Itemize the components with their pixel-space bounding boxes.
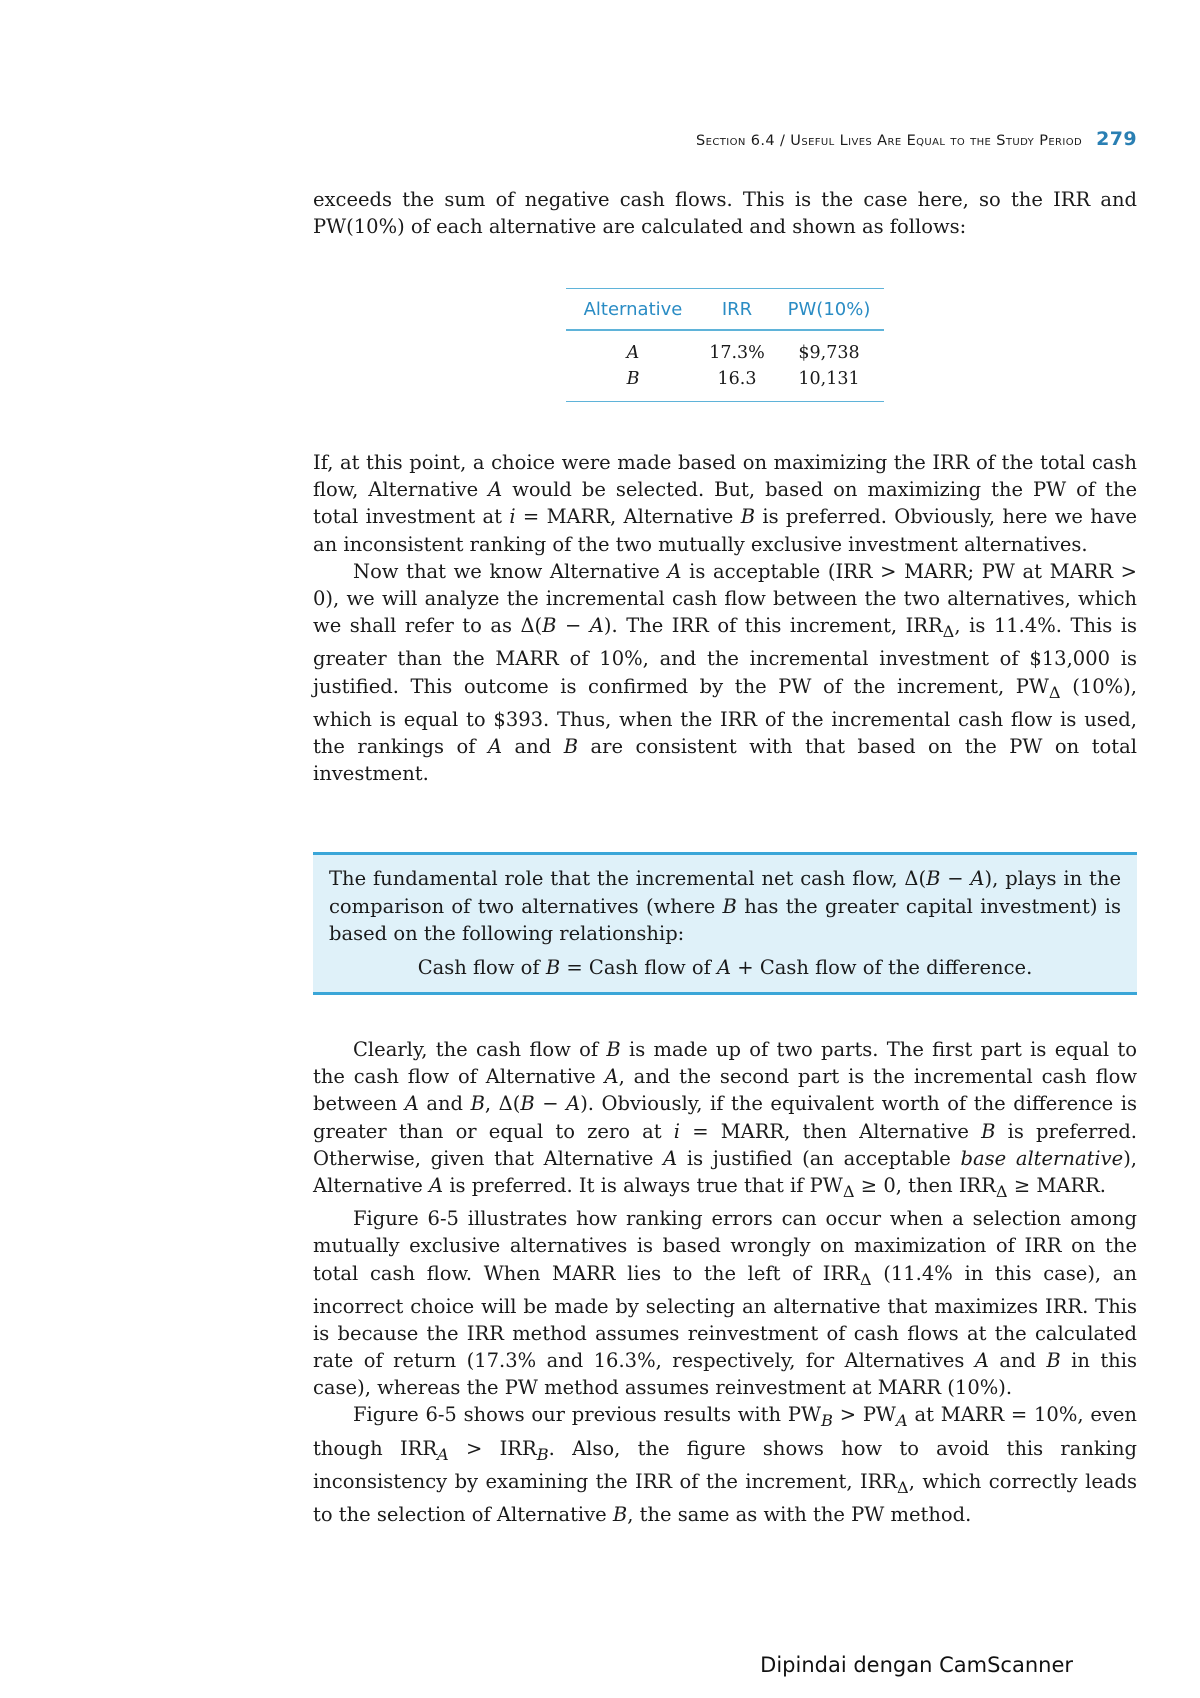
paragraph-5: Figure 6-5 illustrates how ranking errors can occur when a selection among mutually exclusive alternatives is based wrongly on maximization of IRR on the total cash flow. When MARR lies to the left of $IRR_\Delta$ (11.4% in this case), an incorrect choice will be made by selecting an alternative that maximizes IRR. This is because the IRR method assumes reinvestment of cash flows at the calculated rate of return (17.3% and 16.3%, respectively, for Alternatives A and B in this case), whereas the PW method assumes reinvestment at MARR (10%). [313,1207,1137,1400]
irr-pw-table [566,288,884,402]
table-body [566,331,884,401]
column-header-irr: IRR [721,298,753,320]
paragraph-1: exceeds the sum of negative cash flows. This is the case here, so the IRR and PW(10%) of each alternative are calculated and shown as follows: [313,188,1137,239]
table-cell: $9,738 [798,343,860,363]
section-title: Section 6.4 / Useful Lives Are Equal to the Study Period [696,133,1083,149]
scanner-watermark: Dipindai dengan CamScanner [760,1653,1073,1677]
intro-text [313,186,1137,240]
body-text-bottom [313,1036,1137,1528]
running-head [313,128,1137,150]
body-text-top [313,449,1137,787]
table-row [566,366,884,392]
table-row [566,340,884,366]
page-number: 279 [1096,128,1137,150]
column-header-alternative: Alternative [583,298,683,320]
table-cell: 16.3 [717,369,757,389]
table-cell: 17.3% [709,343,765,363]
key-concept-callout [313,852,1137,995]
callout-text: The fundamental role that the incremental net cash flow, Δ(B − A), plays in the comparison of two alternatives (where B has the greater capital investment) is based on the following relationship: [329,867,1121,945]
table-header [566,289,884,331]
table-cell: A [626,343,640,363]
paragraph-4: Clearly, the cash flow of B is made up of two parts. The first part is equal to the cash flow of Alternative A, and the second part is the incremental cash flow between A and B, Δ(B − A). Obviously, if the equivalent worth of the difference is greater than or equal to zero at i = MARR, then Alternative B is preferred. Otherwise, given that Alternative A is justified (an acceptable base alternative), Alternative A is preferred. It is always true that if $PW_\Delta \ge 0$, then $IRR_\Delta$ ≥ MARR. [313,1038,1138,1201]
column-header-pw: PW(10%) [787,298,871,320]
paragraph-6: Figure 6-5 shows our previous results with $PW_B > PW_A$ at MARR = 10%, even though $IRR_A > IRR_B$. Also, the figure shows how to avoid this ranking inconsistency by examining the IRR of the increment, $IRR_\Delta$, which correctly leads to the selection of Alternative B, the same as with the PW method. [313,1403,1137,1526]
paragraph-3: Now that we know Alternative A is acceptable (IRR > MARR; PW at MARR > 0), we will analyze the incremental cash flow between the two alternatives, which we shall refer to as Δ(B − A). The IRR of this increment, $IRR_\Delta$, is 11.4%. This is greater than the MARR of 10%, and the incremental investment of $13,000 is justified. This outcome is confirmed by the PW of the increment, $PW_\Delta$ (10%), which is equal to $393. Thus, when the IRR of the incremental cash flow is used, the rankings of A and B are consistent with that based on the PW on total investment. [313,559,1138,786]
table-cell: 10,131 [798,369,860,389]
callout-equation: Cash flow of B = Cash flow of A + Cash flow of the difference. [417,955,1033,979]
table-cell: B [626,369,640,389]
paragraph-2: If, at this point, a choice were made based on maximizing the IRR of the total cash flow, Alternative A would be selected. But, based on maximizing the PW of the total investment at i = MARR, Alternative B is preferred. Obviously, here we have an inconsistent ranking of the two mutually exclusive investment alternatives. [313,451,1138,556]
